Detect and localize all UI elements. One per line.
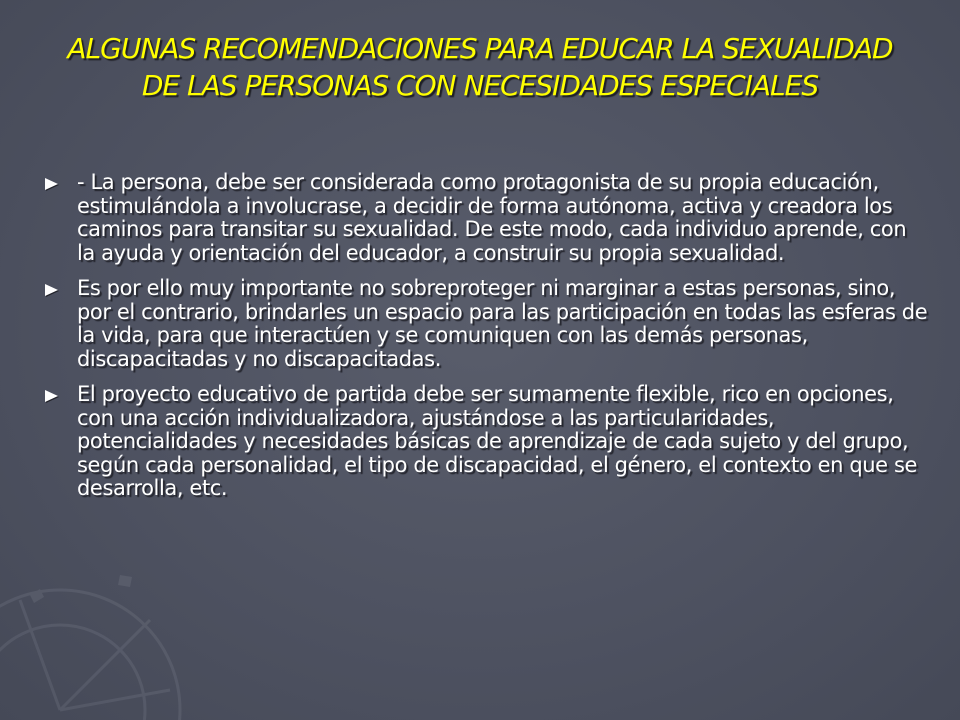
bullet-item bbox=[45, 171, 930, 265]
bullet-text: El proyecto educativo de partida debe ser sumamente flexible, rico en opciones, con una acción individualizadora, ajustándose a las particularidades, potencialidades y necesidades básicas de aprendizaje de cada sujeto y del grupo, según cada personalidad, el tipo de discapacidad, el género, el contexto en que se desarrolla, etc. bbox=[77, 382, 918, 500]
triangle-right-icon bbox=[45, 284, 58, 296]
bullet-text: Es por ello muy importante no sobreproteger ni marginar a estas personas, sino, por el contrario, brindarles un espacio para las participación en todas las esferas de la vida, para que interactúen y se comuniquen con las demás personas, discapacitadas y no discapacitadas. bbox=[77, 276, 928, 371]
triangle-right-icon bbox=[45, 390, 58, 402]
slide-title: ALGUNAS RECOMENDACIONES PARA EDUCAR LA SEXUALIDAD DE LAS PERSONAS CON NECESIDADES ESPECIALES bbox=[67, 32, 893, 102]
bullet-item bbox=[45, 383, 930, 501]
bullet-item bbox=[45, 277, 930, 371]
compass-watermark-icon bbox=[0, 560, 260, 720]
bullet-list bbox=[45, 171, 930, 513]
bullet-text: - La persona, debe ser considerada como protagonista de su propia educación, estimulándola a involucrase, a decidir de forma autónoma, activa y creadora los caminos para transitar su sexualidad. De este modo, cada individuo aprende, con la ayuda y orientación del educador, a construir su propia sexualidad. bbox=[77, 170, 907, 265]
triangle-right-icon bbox=[45, 178, 58, 190]
